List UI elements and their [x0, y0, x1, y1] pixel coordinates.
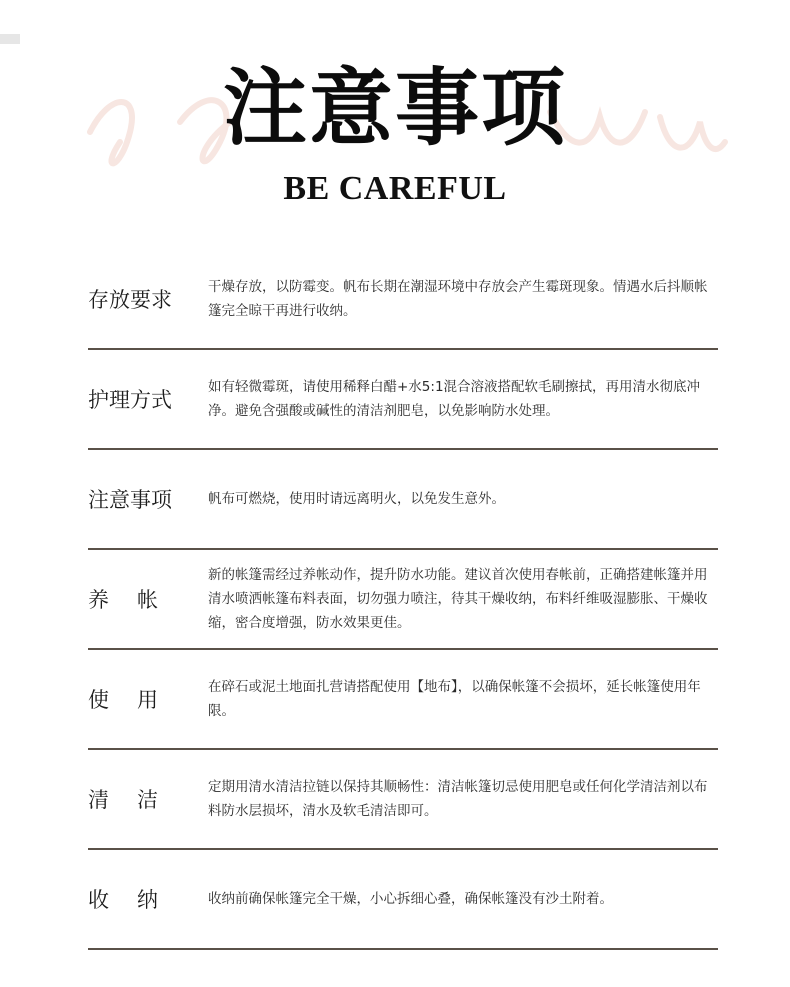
note-label: 存放要求 [88, 288, 172, 312]
note-text: 在碎石或泥土地面扎营请搭配使用【地布】，以确保帐篷不会损坏，延长帐篷使用年限。 [208, 679, 701, 719]
note-row-usage [88, 650, 718, 750]
note-row-storage [88, 250, 718, 350]
note-label: 清洁 [88, 788, 186, 812]
note-label: 养帐 [88, 588, 186, 612]
note-label: 收纳 [88, 888, 186, 912]
note-text: 帆布可燃烧，使用时请远离明火，以免发生意外。 [208, 491, 505, 507]
page-subtitle: BE CAREFUL [283, 170, 507, 207]
note-text: 新的帐篷需经过养帐动作，提升防水功能。建议首次使用春帐前，正确搭建帐篷并用清水喷洒帐篷布料表面，切勿强力喷注，待其干燥收纳，布料纤维吸湿膨胀、干燥收缩，密合度增强，防水效果更佳。 [208, 567, 708, 631]
note-row-care [88, 350, 718, 450]
note-text: 定期用清水清洁拉链以保持其顺畅性：清洁帐篷切忌使用肥皂或任何化学清洁剂以布料防水层损坏，清水及软毛清洁即可。 [208, 779, 708, 819]
note-text: 干燥存放，以防霉变。帆布长期在潮湿环境中存放会产生霉斑现象。情遇水后抖顺帐篷完全晾干再进行收纳。 [208, 279, 708, 319]
page-title: 注意事项 [222, 58, 567, 157]
note-label: 使用 [88, 688, 186, 712]
note-row-caution [88, 450, 718, 550]
note-text: 如有轻微霉斑，请使用稀释白醋+水5:1混合溶液搭配软毛刷擦拭，再用清水彻底冲净。避免含强酸或碱性的清洁剂肥皂，以免影响防水处理。 [208, 379, 701, 419]
note-text: 收纳前确保帐篷完全干燥，小心拆细心叠，确保帐篷没有沙土附着。 [208, 891, 613, 907]
note-row-seasoning [88, 550, 718, 650]
care-notes-table [88, 250, 718, 950]
corner-mark [0, 34, 20, 44]
note-row-packing [88, 850, 718, 950]
note-label: 护理方式 [88, 388, 172, 412]
note-label: 注意事项 [88, 488, 172, 512]
note-row-cleaning [88, 750, 718, 850]
